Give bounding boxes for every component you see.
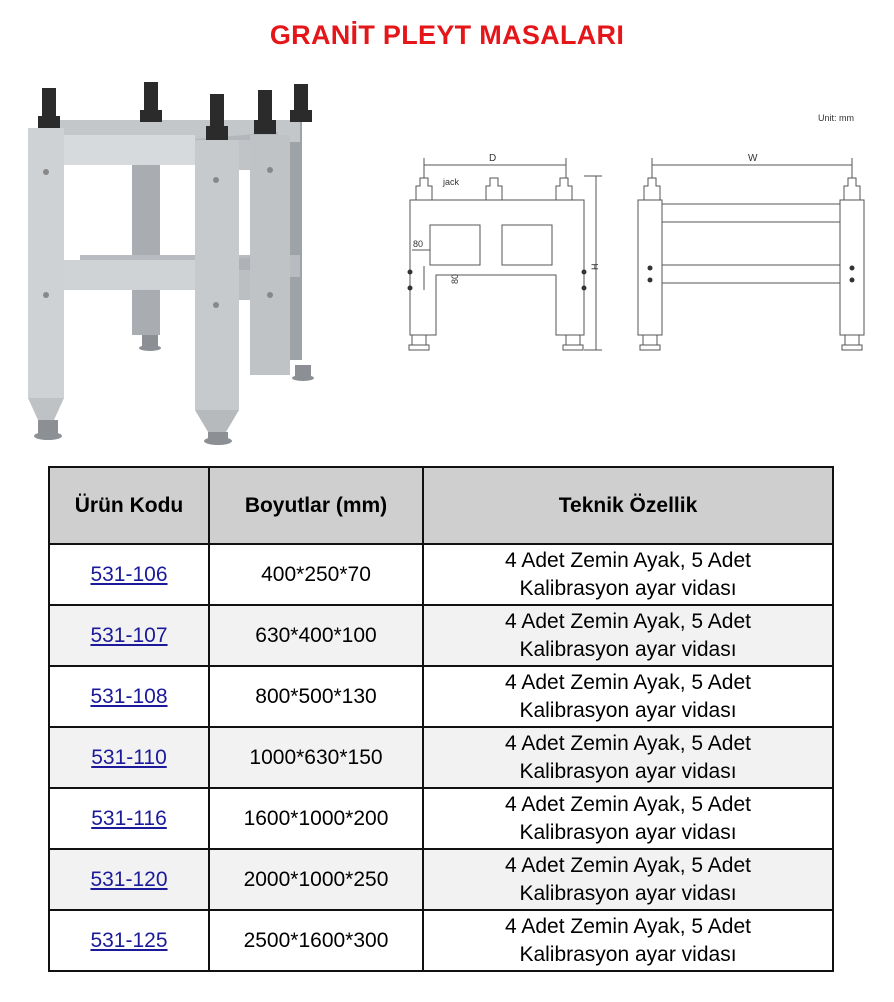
spec-line-2: Kalibrasyon ayar vidası [519,942,737,966]
dimensions-cell: 2500*1600*300 [209,910,423,971]
dimensions-cell: 1600*1000*200 [209,788,423,849]
product-code-link[interactable]: 531-108 [90,684,168,708]
product-code-link[interactable]: 531-120 [90,867,168,891]
label-80-horizontal: 80 [413,239,424,249]
code-cell [49,910,209,971]
spec-line-1: 4 Adet Zemin Ayak, 5 Adet [505,914,751,938]
spec-cell [423,727,833,788]
spec-cell [423,910,833,971]
spec-line-2: Kalibrasyon ayar vidası [519,820,737,844]
spec-line-1: 4 Adet Zemin Ayak, 5 Adet [505,609,751,633]
spec-line-1: 4 Adet Zemin Ayak, 5 Adet [505,670,751,694]
label-d: D [489,153,497,164]
product-code-link[interactable]: 531-125 [90,928,168,952]
product-code-link[interactable]: 531-107 [90,623,168,647]
spec-line-1: 4 Adet Zemin Ayak, 5 Adet [505,731,751,755]
product-code-link[interactable]: 531-116 [91,806,167,830]
dimensions-cell: 1000*630*150 [209,727,423,788]
spec-line-2: Kalibrasyon ayar vidası [519,881,737,905]
dimensions-cell: 800*500*130 [209,666,423,727]
code-cell [49,788,209,849]
technical-drawing [398,100,874,365]
spec-line-2: Kalibrasyon ayar vidası [519,698,737,722]
stand-photo [20,80,340,445]
header-product-code: Ürün Kodu [49,467,209,544]
table-header-row [49,467,833,544]
dimensions-cell: 2000*1000*250 [209,849,423,910]
page-title: GRANİT PLEYT MASALARI [269,20,625,50]
spec-cell [423,544,833,605]
table-row [49,849,833,910]
unit-label: Unit: mm [818,113,854,123]
label-jack: jack [443,177,460,187]
dimensions-cell: 400*250*70 [209,544,423,605]
spec-line-2: Kalibrasyon ayar vidası [519,759,737,783]
label-w: W [748,153,758,164]
header-dimensions: Boyutlar (mm) [209,467,423,544]
spec-line-1: 4 Adet Zemin Ayak, 5 Adet [505,792,751,816]
dimensions-cell: 630*400*100 [209,605,423,666]
product-table [48,466,834,972]
label-80-vertical: 80 [450,273,460,284]
spec-cell [423,605,833,666]
product-code-link[interactable]: 531-110 [91,745,167,769]
table-row [49,605,833,666]
table-row [49,666,833,727]
spec-cell [423,788,833,849]
spec-cell [423,666,833,727]
header-technical-spec: Teknik Özellik [423,467,833,544]
code-cell [49,605,209,666]
label-h: H [590,263,600,270]
spec-cell [423,849,833,910]
table-row [49,727,833,788]
table-row [49,544,833,605]
spec-line-1: 4 Adet Zemin Ayak, 5 Adet [505,548,751,572]
spec-line-2: Kalibrasyon ayar vidası [519,637,737,661]
code-cell [49,666,209,727]
product-code-link[interactable]: 531-106 [90,562,168,586]
spec-line-2: Kalibrasyon ayar vidası [519,576,737,600]
code-cell [49,727,209,788]
code-cell [49,849,209,910]
spec-line-1: 4 Adet Zemin Ayak, 5 Adet [505,853,751,877]
code-cell [49,544,209,605]
table-row [49,910,833,971]
table-row [49,788,833,849]
